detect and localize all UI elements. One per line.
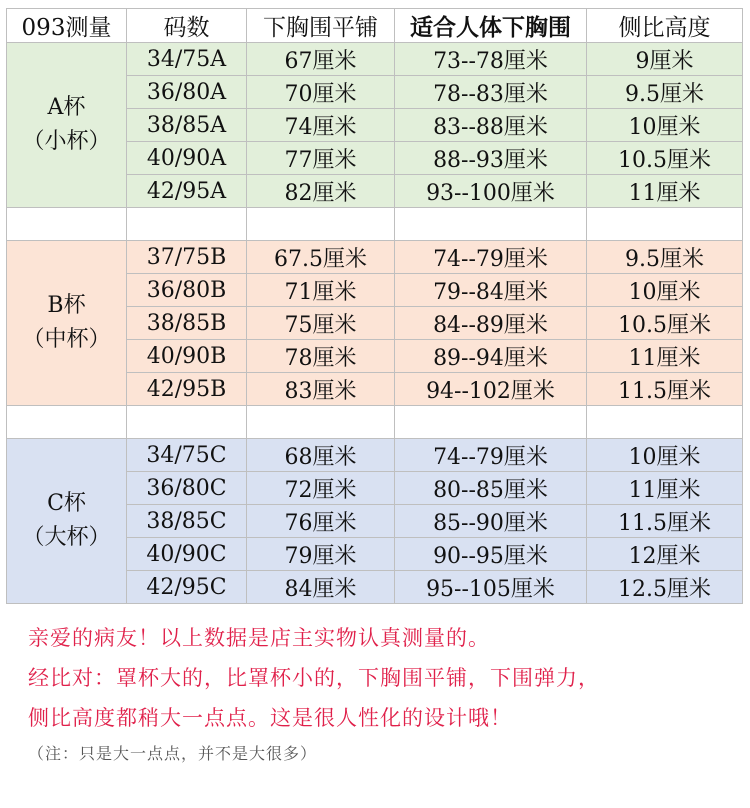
group-label-b-line2: （中杯） [22, 327, 111, 352]
group-label-c [7, 439, 127, 604]
cell-flat: 67.5厘米 [247, 241, 395, 274]
group-label-a [7, 43, 127, 208]
spacer-row [7, 208, 743, 241]
header-fit-underbust: 适合人体下胸围 [395, 9, 587, 43]
note-line-1: 亲爱的病友！以上数据是店主实物认真测量的。 [28, 626, 490, 650]
cell-flat: 72厘米 [247, 472, 395, 505]
cell-height: 10.5厘米 [587, 142, 743, 175]
cell-size: 40/90B [127, 340, 247, 373]
group-label-b-line1: B杯 [47, 293, 86, 318]
cell-height: 9厘米 [587, 43, 743, 76]
cell-size: 42/95A [127, 175, 247, 208]
group-label-c-line2: （大杯） [22, 525, 111, 550]
cell-fit: 94--102厘米 [395, 373, 587, 406]
cell-fit: 74--79厘米 [395, 439, 587, 472]
cell-height: 11厘米 [587, 340, 743, 373]
cell-fit: 79--84厘米 [395, 274, 587, 307]
group-label-b [7, 241, 127, 406]
cell-flat: 68厘米 [247, 439, 395, 472]
cell-flat: 71厘米 [247, 274, 395, 307]
cell-flat: 77厘米 [247, 142, 395, 175]
cell-fit: 80--85厘米 [395, 472, 587, 505]
note-line-3: 侧比高度都稍大一点点。这是很人性化的设计哦！ [28, 706, 512, 730]
group-label-a-line1: A杯 [47, 95, 86, 120]
cell-size: 34/75A [127, 43, 247, 76]
cell-flat: 82厘米 [247, 175, 395, 208]
cell-height: 12.5厘米 [587, 571, 743, 604]
cell-fit: 89--94厘米 [395, 340, 587, 373]
cell-fit: 90--95厘米 [395, 538, 587, 571]
cell-size: 40/90C [127, 538, 247, 571]
cell-flat: 79厘米 [247, 538, 395, 571]
cell-size: 37/75B [127, 241, 247, 274]
cell-flat: 74厘米 [247, 109, 395, 142]
cell-flat: 75厘米 [247, 307, 395, 340]
cell-size: 34/75C [127, 439, 247, 472]
cell-height: 9.5厘米 [587, 76, 743, 109]
cell-fit: 78--83厘米 [395, 76, 587, 109]
cell-fit: 73--78厘米 [395, 43, 587, 76]
cell-height: 9.5厘米 [587, 241, 743, 274]
cell-flat: 70厘米 [247, 76, 395, 109]
cell-height: 11厘米 [587, 472, 743, 505]
cell-fit: 95--105厘米 [395, 571, 587, 604]
note-line-2: 经比对：罩杯大的，比罩杯小的，下胸围平铺，下围弹力， [28, 666, 600, 690]
cell-size: 36/80C [127, 472, 247, 505]
cell-height: 11.5厘米 [587, 505, 743, 538]
size-table [6, 8, 743, 604]
cell-flat: 83厘米 [247, 373, 395, 406]
notes-section [28, 622, 740, 768]
cell-fit: 88--93厘米 [395, 142, 587, 175]
cell-fit: 85--90厘米 [395, 505, 587, 538]
header-side-height: 侧比高度 [587, 9, 743, 43]
cell-height: 10.5厘米 [587, 307, 743, 340]
cell-fit: 74--79厘米 [395, 241, 587, 274]
cell-flat: 67厘米 [247, 43, 395, 76]
cell-flat: 78厘米 [247, 340, 395, 373]
group-label-a-line2: （小杯） [22, 129, 111, 154]
table-row [7, 439, 743, 472]
cell-height: 11厘米 [587, 175, 743, 208]
cell-height: 10厘米 [587, 109, 743, 142]
cell-size: 42/95C [127, 571, 247, 604]
cell-height: 11.5厘米 [587, 373, 743, 406]
header-measure: 093测量 [7, 9, 127, 43]
cell-size: 38/85A [127, 109, 247, 142]
cell-fit: 83--88厘米 [395, 109, 587, 142]
cell-size: 42/95B [127, 373, 247, 406]
cell-height: 12厘米 [587, 538, 743, 571]
cell-height: 10厘米 [587, 439, 743, 472]
spacer-row [7, 406, 743, 439]
header-row [7, 9, 743, 43]
cell-fit: 93--100厘米 [395, 175, 587, 208]
cell-size: 36/80B [127, 274, 247, 307]
cell-size: 36/80A [127, 76, 247, 109]
cell-size: 38/85B [127, 307, 247, 340]
note-footnote: （注：只是大一点点，并不是大很多） [28, 744, 318, 763]
cell-flat: 76厘米 [247, 505, 395, 538]
cell-size: 38/85C [127, 505, 247, 538]
group-label-c-line1: C杯 [47, 491, 86, 516]
header-size: 码数 [127, 9, 247, 43]
table-row [7, 43, 743, 76]
table-row [7, 241, 743, 274]
cell-flat: 84厘米 [247, 571, 395, 604]
cell-fit: 84--89厘米 [395, 307, 587, 340]
cell-size: 40/90A [127, 142, 247, 175]
header-flat-underbust: 下胸围平铺 [247, 9, 395, 43]
cell-height: 10厘米 [587, 274, 743, 307]
